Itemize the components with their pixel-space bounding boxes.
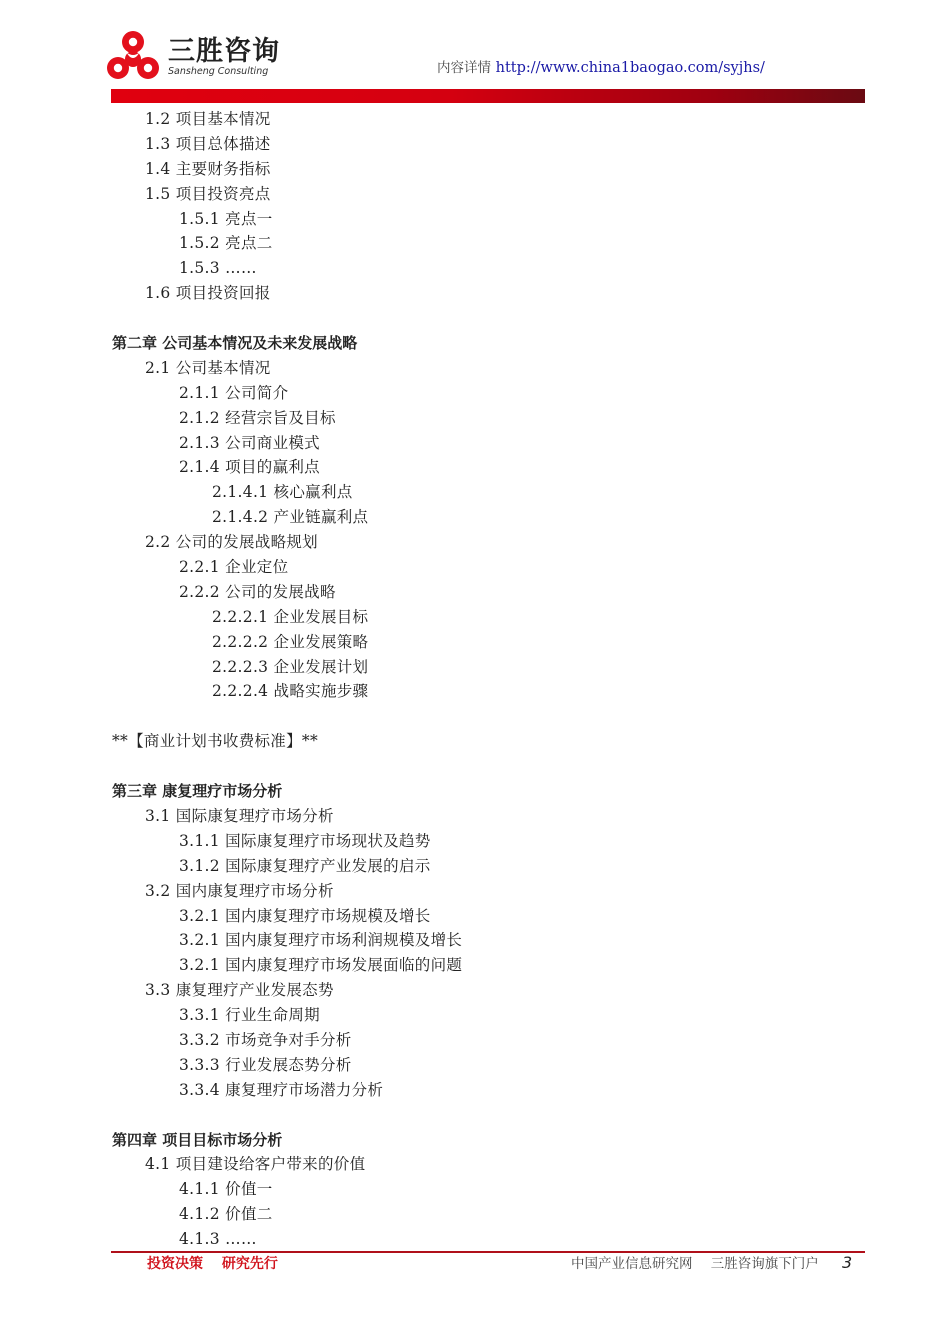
toc-entry: 2.2.2.3 企业发展计划 bbox=[212, 657, 369, 676]
toc-entry: 4.1.3 …… bbox=[179, 1230, 257, 1249]
toc-entry: **【商业计划书收费标准】** bbox=[112, 732, 319, 751]
toc-chapter-heading: 第二章 公司基本情况及未来发展战略 bbox=[112, 334, 358, 353]
toc-entry: 3.1.1 国际康复理疗市场现状及趋势 bbox=[179, 831, 431, 850]
toc-entry: 1.3 项目总体描述 bbox=[145, 134, 271, 153]
toc-spacer bbox=[0, 754, 950, 779]
toc-chapter-heading: 第三章 康复理疗市场分析 bbox=[112, 782, 283, 801]
toc-entry: 2.1 公司基本情况 bbox=[145, 358, 271, 377]
toc-entry: 3.1.2 国际康复理疗产业发展的启示 bbox=[179, 856, 431, 875]
toc-entry: 2.1.4 项目的赢利点 bbox=[179, 458, 320, 477]
toc-entry: 2.2.2 公司的发展战略 bbox=[179, 582, 336, 601]
toc-entry: 2.1.3 公司商业模式 bbox=[179, 433, 320, 452]
header-info bbox=[437, 59, 765, 77]
toc-entry: 3.3.2 市场竞争对手分析 bbox=[179, 1030, 352, 1049]
toc-entry: 1.2 项目基本情况 bbox=[145, 110, 271, 128]
header-bar bbox=[111, 89, 865, 103]
toc-entry: 1.6 项目投资回报 bbox=[145, 284, 271, 303]
toc-spacer bbox=[0, 704, 950, 729]
toc-entry: 4.1.1 价值一 bbox=[179, 1180, 273, 1199]
toc-entry: 1.5.1 亮点一 bbox=[179, 209, 273, 228]
brand-name-english: Sansheng Consulting bbox=[168, 66, 269, 77]
content-detail-link[interactable]: http://www.china1baogao.com/syjhs/ bbox=[495, 60, 765, 76]
brand-name: 三胜咨询 bbox=[168, 36, 280, 67]
table-of-contents bbox=[0, 107, 950, 1252]
toc-entry: 3.2.1 国内康复理疗市场利润规模及增长 bbox=[179, 931, 463, 950]
toc-entry: 2.2.2.2 企业发展策略 bbox=[212, 632, 369, 651]
toc-entry: 3.3 康复理疗产业发展态势 bbox=[145, 981, 334, 1000]
footer-slogan bbox=[147, 1255, 278, 1273]
content-detail-label: 内容详情 bbox=[437, 60, 491, 76]
toc-entry: 1.5.3 …… bbox=[179, 259, 257, 278]
footer-slogan-part-1: 投资决策 bbox=[147, 1256, 203, 1272]
toc-spacer bbox=[0, 1103, 950, 1128]
toc-entry: 1.4 主要财务指标 bbox=[145, 159, 271, 178]
toc-entry: 3.3.4 康复理疗市场潜力分析 bbox=[179, 1080, 384, 1099]
page-number: 3 bbox=[842, 1253, 853, 1272]
toc-spacer bbox=[0, 306, 950, 331]
page-header bbox=[0, 0, 950, 110]
toc-entry: 4.1 项目建设给客户带来的价值 bbox=[145, 1155, 366, 1174]
toc-entry: 2.2 公司的发展战略规划 bbox=[145, 533, 318, 552]
toc-entry: 1.5 项目投资亮点 bbox=[145, 184, 271, 203]
toc-entry: 2.2.1 企业定位 bbox=[179, 558, 289, 577]
toc-entry: 2.1.1 公司简介 bbox=[179, 383, 289, 402]
toc-entry: 3.2 国内康复理疗市场分析 bbox=[145, 881, 334, 900]
sansheng-logo-icon bbox=[106, 30, 160, 84]
footer-slogan-part-2: 研究先行 bbox=[221, 1256, 278, 1272]
toc-entry: 2.2.2.1 企业发展目标 bbox=[212, 607, 369, 626]
toc-entry: 3.2.1 国内康复理疗市场规模及增长 bbox=[179, 906, 431, 925]
footer-source bbox=[571, 1255, 819, 1273]
toc-entry: 3.3.3 行业发展态势分析 bbox=[179, 1055, 352, 1074]
toc-entry: 3.3.1 行业生命周期 bbox=[179, 1006, 320, 1025]
toc-chapter-heading: 第四章 项目目标市场分析 bbox=[112, 1130, 283, 1149]
footer-source-portal: 三胜咨询旗下门户 bbox=[710, 1256, 819, 1272]
toc-entry: 2.1.4.1 核心赢利点 bbox=[212, 483, 353, 502]
toc-entry: 3.1 国际康复理疗市场分析 bbox=[145, 806, 334, 825]
toc-entry: 2.2.2.4 战略实施步骤 bbox=[212, 682, 369, 701]
footer-source-site: 中国产业信息研究网 bbox=[571, 1256, 693, 1272]
toc-entry: 1.5.2 亮点二 bbox=[179, 234, 273, 253]
toc-entry: 4.1.2 价值二 bbox=[179, 1205, 273, 1224]
toc-entry: 2.1.2 经营宗旨及目标 bbox=[179, 408, 336, 427]
toc-entry: 2.1.4.2 产业链赢利点 bbox=[212, 508, 369, 527]
toc-entry: 3.2.1 国内康复理疗市场发展面临的问题 bbox=[179, 956, 463, 975]
footer-divider bbox=[111, 1251, 865, 1253]
